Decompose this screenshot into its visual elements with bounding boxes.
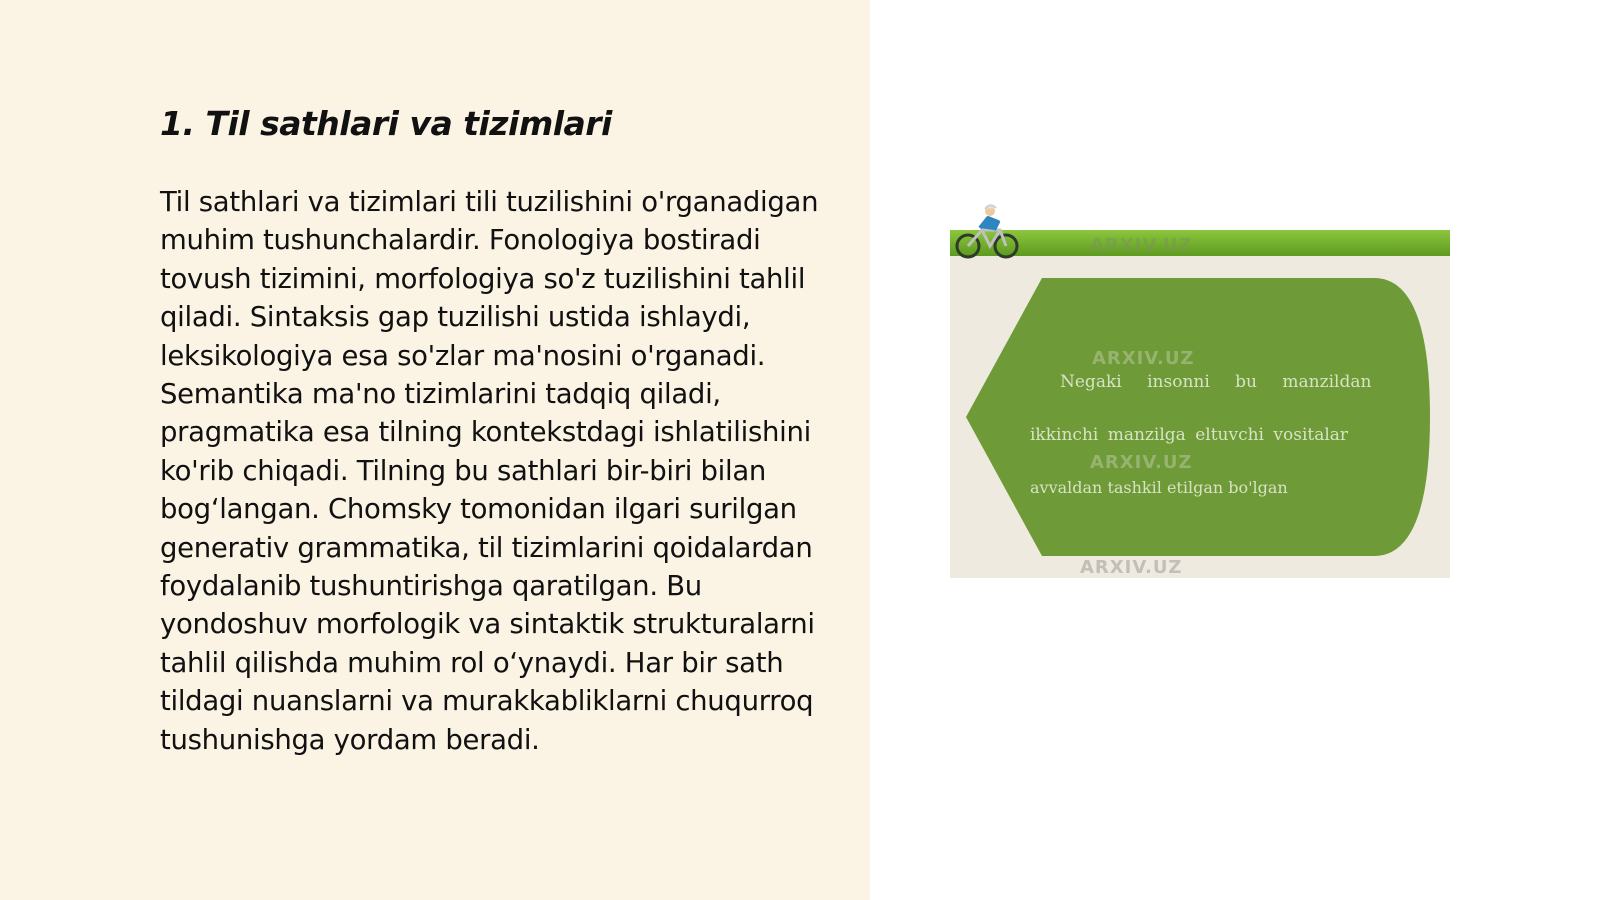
picture-text-line: Negaki insonni bu manzildan [1060, 372, 1372, 392]
watermark-text: ARXIV.UZ [1090, 235, 1193, 256]
watermark-text: ARXIV.UZ [1092, 348, 1195, 369]
watermark-text: ARXIV.UZ [1090, 452, 1193, 473]
green-hexagon-shape [964, 276, 1430, 558]
watermark-text: ARXIV.UZ [1080, 557, 1183, 578]
slide-body-text: Til sathlari va tizimlari tili tuzilishini o'rganadigan muhim tushunchalardir. Fonologiya bostiradi tovush tizimini, morfologiya so'z tuzilishini tahlil qiladi. Sintaksis gap tuzilishi ustida ishlaydi, leksikologiya esa so'zlar ma'nosini o'rganadi. Semantika ma'no tizimlarini tadqiq qiladi, pragmatika esa tilning kontekstdagi ishlatilishini ko'rib chiqadi. Tilning bu sathlari bir-biri bilan bog‘langan. Chomsky tomonidan ilgari surilgan generativ grammatika, til tizimlarini qoidalardan foydalanib tushuntirishga qaratilgan. Bu yondoshuv morfologik va sintaktik strukturalarni tahlil qilishda muhim rol o‘ynaydi. Har bir sath tildagi nuanslarni va murakkabliklarni chuqurroq tushunishga yordam beradi. [160, 186, 819, 756]
picture-text-line: ikkinchi manzilga eltuvchi vositalar [1030, 425, 1349, 445]
slide-picture [950, 200, 1450, 578]
picture-text-line: avvaldan tashkil etilgan bo'lgan [1030, 478, 1288, 497]
slide-title: 1. Til sathlari va tizimlari [160, 104, 612, 143]
cyclist-icon [950, 200, 1030, 260]
